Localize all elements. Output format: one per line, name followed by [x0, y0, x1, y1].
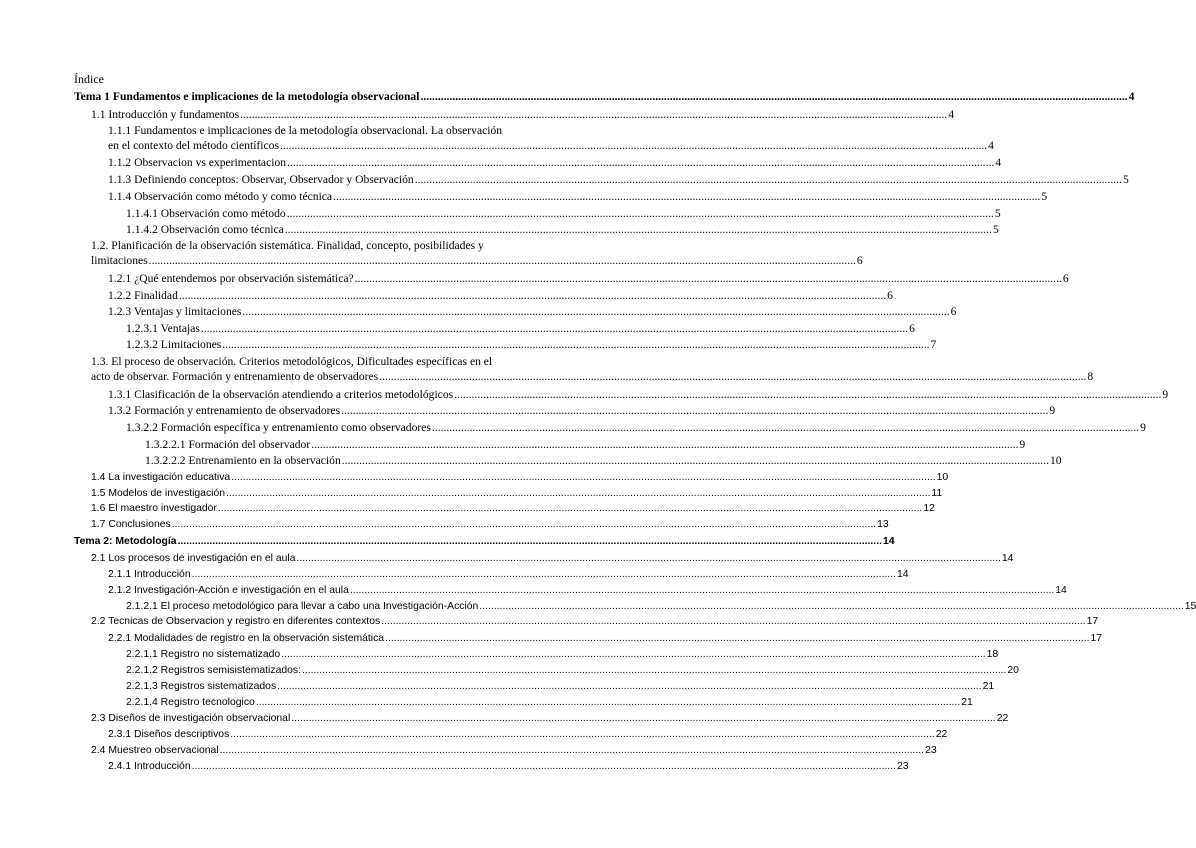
- toc-entry-title: 1.6 El maestro investigador: [91, 503, 217, 514]
- dot-leader: [454, 388, 1161, 401]
- dot-leader: [280, 139, 987, 152]
- dot-leader: [226, 488, 930, 499]
- toc-entry-title: 2.2.1.4 Registro tecnologico: [126, 697, 255, 708]
- toc-entry[interactable]: [0, 503, 935, 514]
- toc-entry-wrapped-line: 1.2. Planificación de la observación sistemática. Finalidad, concepto, posibilidades y: [91, 239, 484, 252]
- toc-entry-page: 5: [1122, 173, 1129, 186]
- toc-entry-title: 1.1.3 Definiendo conceptos: Observar, Observador y Observación: [108, 173, 414, 186]
- toc-entry-page: 12: [923, 503, 935, 514]
- toc-entry[interactable]: [0, 633, 1103, 644]
- toc-entry-title: 1.1.4.1 Observación como método: [126, 207, 286, 220]
- toc-entry[interactable]: [0, 289, 893, 302]
- dot-leader: [201, 322, 908, 335]
- toc-entry-page: 13: [877, 519, 889, 530]
- toc-entry-page: 20: [1007, 665, 1019, 676]
- toc-entry-page: 9: [1019, 438, 1026, 451]
- toc-entry-page: 4: [948, 108, 955, 121]
- dot-leader: [297, 553, 1001, 564]
- dot-leader: [256, 697, 960, 708]
- toc-entry-title: 2.2.1.3 Registros sistematizados: [126, 681, 277, 692]
- toc-entry-page: 23: [925, 745, 937, 756]
- toc-entry-page: 4: [1128, 90, 1135, 103]
- toc-entry[interactable]: [0, 697, 973, 708]
- dot-leader: [381, 616, 1085, 627]
- toc-entry-page: 21: [961, 697, 973, 708]
- toc-entry-page: 17: [1086, 616, 1099, 627]
- toc-entry[interactable]: [0, 553, 1014, 564]
- toc-entry-title: 1.3.2.2 Formación específica y entrenamiento como observadores: [126, 421, 431, 434]
- toc-entry-title: 2.1.1 Introducción: [108, 569, 191, 580]
- toc-entry-page: 22: [996, 713, 1009, 724]
- toc-entry-title: acto de observar. Formación y entrenamiento de observadores: [91, 370, 379, 383]
- toc-entry-page: 6: [1062, 272, 1069, 285]
- toc-entry[interactable]: [0, 421, 1146, 434]
- toc-entry-title: 2.2.1 Modalidades de registro en la observación sistemática: [108, 633, 385, 644]
- toc-entry[interactable]: [0, 585, 1067, 596]
- toc-entry-title: limitaciones: [91, 254, 148, 267]
- toc-entry[interactable]: [0, 108, 955, 121]
- toc-entry-title: 1.1 Introducción y fundamentos: [91, 108, 240, 121]
- toc-entry-title: en el contexto del método científicos: [108, 139, 279, 152]
- toc-entry-page: 23: [897, 761, 909, 772]
- toc-entry[interactable]: [0, 305, 957, 318]
- toc-entry[interactable]: [0, 173, 1129, 186]
- toc-entry-page: 14: [882, 536, 895, 547]
- toc-entry[interactable]: [0, 156, 1002, 169]
- toc-entry[interactable]: [0, 254, 863, 267]
- toc-entry-title: 1.2.1 ¿Qué entendemos por observación sistemática?: [108, 272, 354, 285]
- dot-leader: [220, 745, 924, 756]
- toc-entry-title: 1.5 Modelos de investigación: [91, 488, 226, 499]
- toc-entry-title: 1.3.1 Clasificación de la observación atendiendo a criterios metodológicos: [108, 388, 454, 401]
- toc-entry[interactable]: [0, 272, 1069, 285]
- toc-entry[interactable]: [0, 90, 1135, 103]
- toc-entry[interactable]: [0, 388, 1169, 401]
- dot-leader: [342, 454, 1049, 467]
- toc-entry-title: 2.4.1 Introducción: [108, 761, 191, 772]
- dot-leader: [218, 503, 922, 514]
- dot-leader: [291, 713, 995, 724]
- dot-leader: [149, 254, 856, 267]
- toc-entry[interactable]: [0, 569, 909, 580]
- dot-leader: [333, 190, 1040, 203]
- toc-entry[interactable]: [0, 472, 949, 483]
- toc-entry[interactable]: [0, 190, 1048, 203]
- toc-entry[interactable]: [0, 761, 909, 772]
- toc-entry-title: 2.2 Tecnicas de Observacion y registro en diferentes contextos: [91, 616, 381, 627]
- toc-entry-page: 15: [1184, 601, 1196, 612]
- toc-entry[interactable]: [0, 729, 948, 740]
- dot-leader: [415, 173, 1122, 186]
- toc-entry-title: 2.3.1 Diseños descriptivos: [108, 729, 230, 740]
- toc-entry[interactable]: [0, 681, 995, 692]
- dot-leader: [222, 338, 929, 351]
- toc-entry-page: 17: [1090, 633, 1103, 644]
- toc-entry-page: 22: [935, 729, 948, 740]
- toc-entry-page: 9: [1140, 421, 1146, 434]
- toc-entry-title: 1.1.4.2 Observación como técnica: [126, 223, 284, 236]
- toc-entry-page: 6: [856, 254, 863, 267]
- dot-leader: [432, 421, 1139, 434]
- toc-entry-page: 8: [1087, 370, 1094, 383]
- toc-entry-title: 2.1 Los procesos de investigación en el aula: [91, 553, 296, 564]
- dot-leader: [350, 585, 1054, 596]
- toc-entry-page: 18: [986, 649, 999, 660]
- toc-entry-page: 4: [995, 156, 1002, 169]
- toc-entry-title: 1.3.2 Formación y entrenamiento de observadores: [108, 404, 341, 417]
- toc-entry-title: 2.1.2.1 El proceso metodológico para llevar a cabo una Investigación-Acción: [126, 601, 479, 612]
- dot-leader: [479, 601, 1183, 612]
- dot-leader: [355, 272, 1062, 285]
- toc-entry-title: 1.2.3 Ventajas y limitaciones: [108, 305, 242, 318]
- dot-leader: [277, 681, 981, 692]
- dot-leader: [240, 108, 947, 121]
- toc-entry[interactable]: [0, 665, 1019, 676]
- toc-entry[interactable]: [0, 438, 1026, 451]
- toc-entry[interactable]: [0, 649, 999, 660]
- toc-entry-title: 2.2.1.2 Registros semisistematizados:: [126, 665, 301, 676]
- dot-leader: [231, 472, 935, 483]
- toc-entry-page: 21: [982, 681, 995, 692]
- toc-entry[interactable]: [0, 338, 937, 351]
- dot-leader: [172, 519, 876, 530]
- toc-entry[interactable]: [0, 519, 889, 530]
- dot-leader: [341, 404, 1048, 417]
- toc-entry-title: 1.4 La investigación educativa: [91, 472, 231, 483]
- toc-entry-title: 1.2.2 Finalidad: [108, 289, 178, 302]
- toc-entry-title: 2.4 Muestreo observacional: [91, 745, 219, 756]
- dot-leader: [281, 649, 985, 660]
- toc-entry-title: 1.2.3.1 Ventajas: [126, 322, 200, 335]
- toc-entry-wrapped-line: 1.1.1 Fundamentos e implicaciones de la metodología observacional. La observación: [108, 124, 503, 137]
- toc-entry-page: 14: [897, 569, 909, 580]
- toc-entry[interactable]: [0, 536, 895, 547]
- toc-entry[interactable]: [0, 223, 999, 236]
- toc-entry-page: 10: [936, 472, 949, 483]
- toc-entry-page: 6: [950, 305, 957, 318]
- toc-entry-title: 1.3.2.2.2 Entrenamiento en la observación: [145, 454, 341, 467]
- dot-leader: [192, 761, 896, 772]
- index-heading: Índice: [74, 72, 104, 86]
- toc-entry-title: 2.1.2 Investigación-Acción e investigación en el aula: [108, 585, 349, 596]
- toc-entry-page: 7: [930, 338, 937, 351]
- toc-entry-title: 1.1.2 Observacion vs experimentacion: [108, 156, 287, 169]
- toc-entry-page: 6: [887, 289, 893, 302]
- dot-leader: [192, 569, 896, 580]
- toc-entry-title: 1.7 Conclusiones: [91, 519, 171, 530]
- toc-entry-page: 9: [1162, 388, 1169, 401]
- dot-leader: [179, 289, 886, 302]
- toc-entry[interactable]: [0, 207, 1001, 220]
- dot-leader: [285, 223, 992, 236]
- toc-entry-title: 1.3.2.2.1 Formación del observador: [145, 438, 311, 451]
- toc-entry[interactable]: [0, 404, 1056, 417]
- toc-entry[interactable]: [0, 601, 1196, 612]
- toc-entry-page: 14: [1055, 585, 1067, 596]
- toc-entry-title: Tema 2: Metodología: [74, 536, 177, 547]
- toc-entry-page: 5: [992, 223, 999, 236]
- dot-leader: [287, 156, 994, 169]
- dot-leader: [385, 633, 1089, 644]
- toc-entry-page: 4: [988, 139, 994, 152]
- toc-entry[interactable]: [0, 745, 937, 756]
- toc-entry-title: 2.3 Diseños de investigación observacional: [91, 713, 291, 724]
- toc-entry-page: 6: [909, 322, 915, 335]
- toc-entry-title: 1.2.3.2 Limitaciones: [126, 338, 222, 351]
- toc-entry-page: 10: [1049, 454, 1062, 467]
- toc-entry-page: 5: [994, 207, 1001, 220]
- toc-entry-page: 11: [931, 488, 943, 499]
- toc-entry-page: 9: [1049, 404, 1056, 417]
- toc-entry[interactable]: [0, 713, 1009, 724]
- toc-entry[interactable]: [0, 139, 994, 152]
- toc-entry-wrapped-line: 1.3. El proceso de observación. Criterios metodológicos, Dificultades específicas en el: [91, 355, 493, 368]
- dot-leader: [230, 729, 934, 740]
- toc-entry[interactable]: [0, 454, 1062, 467]
- toc-entry-page: 5: [1041, 190, 1048, 203]
- dot-leader: [178, 536, 882, 547]
- dot-leader: [420, 90, 1127, 103]
- toc-entry-title: 1.1.4 Observación como método y como técnica: [108, 190, 333, 203]
- toc-entry[interactable]: [0, 370, 1094, 383]
- toc-entry-title: 2.2.1.1 Registro no sistematizado: [126, 649, 281, 660]
- dot-leader: [287, 207, 994, 220]
- dot-leader: [242, 305, 949, 318]
- toc-entry-title: Tema 1 Fundamentos e implicaciones de la metodología observacional: [74, 90, 420, 103]
- toc-entry[interactable]: [0, 616, 1099, 627]
- toc-entry[interactable]: [0, 322, 915, 335]
- dot-leader: [379, 370, 1086, 383]
- dot-leader: [302, 665, 1006, 676]
- dot-leader: [311, 438, 1018, 451]
- toc-entry[interactable]: [0, 488, 943, 499]
- toc-entry-page: 14: [1001, 553, 1014, 564]
